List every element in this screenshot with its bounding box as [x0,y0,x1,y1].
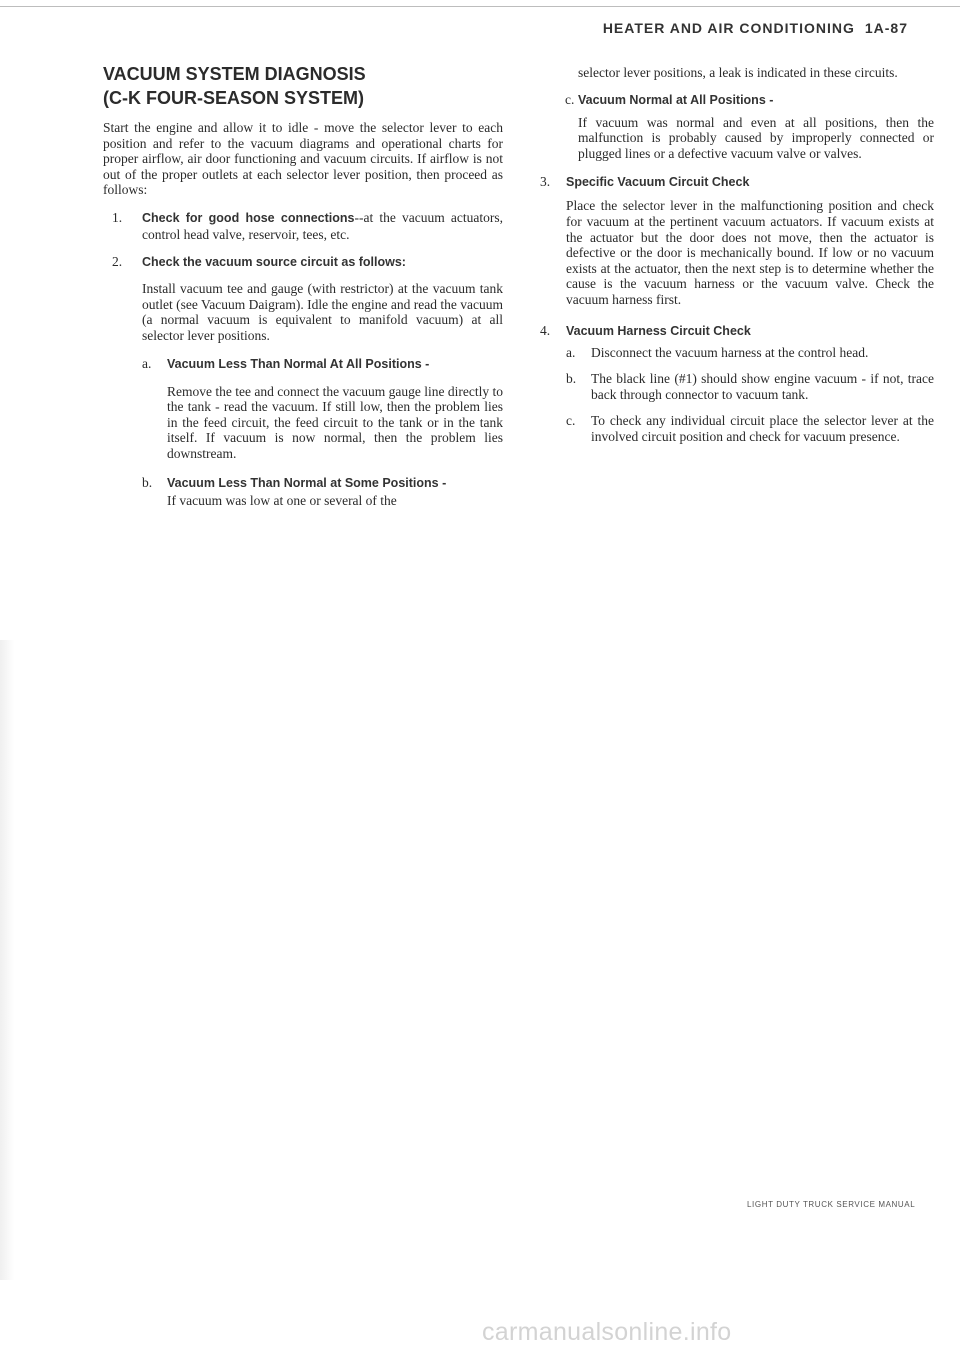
watermark: carmanualsonline.info [482,1318,732,1346]
step-2 [103,254,503,508]
step-4-number: 4. [540,322,551,338]
step-2b-letter: b. [142,474,153,490]
step-4a-letter: a. [566,344,576,360]
step-2-heading: Check the vacuum source circuit as follows: [142,255,406,270]
step-4b-letter: b. [566,371,577,387]
step-3-text: Place the selector lever in the malfunctioning position and check for vacuum at the pertinent vacuum actuators. If vacuum exists at the actuator but the door does not move, then the actuator is defective or the door is mechanically bound. If low or no vacuum exists at the actuator, then the next step is to determine whether the cause is the vacuum harness or the vacuum valve. Check the vacuum harness first. [566,198,934,307]
step-3 [540,174,934,307]
section-title-line1: VACUUM SYSTEM DIAGNOSIS [103,64,366,84]
step-4c-letter: c. [566,413,576,429]
footer-manual-title: LIGHT DUTY TRUCK SERVICE MANUAL [747,1200,916,1209]
step-2a-text: Remove the tee and connect the vacuum gauge line directly to the tank - read the vacuum. If still low, then the problem lies in the feed circuit, the feed circuit to the tank or in the tank itself. If vacuum is now normal, then the problem lies downstream. [167,383,503,461]
step-2-text: Install vacuum tee and gauge (with restrictor) at the vacuum tank outlet (see Vacuum Daigram). Idle the engine and read the vacuum (a normal vacuum is equivalent to manifold vacuum) at all selector lever positions. [142,281,503,343]
step-3-number: 3. [540,174,551,190]
page-number: 1A-87 [864,20,908,36]
step-1 [103,210,503,242]
page-header [603,20,908,36]
step-2b-heading: Vacuum Less Than Normal at Some Positions - [167,475,447,490]
top-rule [0,6,960,7]
step-2a [142,356,503,462]
step-1-number: 1. [112,209,123,225]
intro-paragraph: Start the engine and allow it to idle - move the selector lever to each position and refer to the vacuum diagrams and operational charts for proper airflow, air door functioning and vacuum circuits. If airflow is not out of the proper outlets at each selector lever position, then proceed as follows: [103,120,503,198]
left-column [103,62,503,508]
step-2c-text: If vacuum was normal and even at all positions, then the malfunction is probably caused by improperly connected or plugged lines or a defective vacuum valve or valves. [578,114,934,161]
step-4b-text: The black line (#1) should show engine vacuum - if not, trace back through connector to vacuum tank. [591,371,934,402]
step-2a-heading: Vacuum Less Than Normal At All Positions - [167,356,430,371]
step-2c-letter: c. [565,91,575,107]
step-4b [566,371,934,402]
step-4c [566,413,934,444]
step-2b-text: If vacuum was low at one or several of the [167,492,397,508]
step-1-text [142,210,503,242]
step-2a-letter: a. [142,355,152,371]
step-4-heading: Vacuum Harness Circuit Check [566,323,751,338]
step-3-heading: Specific Vacuum Circuit Check [566,175,750,190]
step-2b-continued: selector lever positions, a leak is indicated in these circuits. [578,65,898,80]
page-edge-shading [0,640,14,1280]
step-2c-heading: Vacuum Normal at All Positions - [578,92,774,107]
step-4a-text: Disconnect the vacuum harness at the control head. [591,344,869,360]
step-4c-text: To check any individual circuit place the selector lever at the involved circuit position and check for vacuum presence. [591,413,934,444]
step-4 [540,323,934,445]
section-title [103,62,503,110]
step-2c [540,92,934,162]
section-title-line2: (C-K FOUR-SEASON SYSTEM) [103,88,364,108]
right-column [540,65,934,445]
step-4a [566,345,934,361]
step-2-number: 2. [112,254,123,270]
step-1-body: --at the vacuum actuators, control head valve, reservoir, tees, etc. [142,209,503,242]
step-2b [142,475,503,509]
running-head: HEATER AND AIR CONDITIONING [602,20,855,36]
step-1-heading: Check for good hose connections [142,210,355,225]
